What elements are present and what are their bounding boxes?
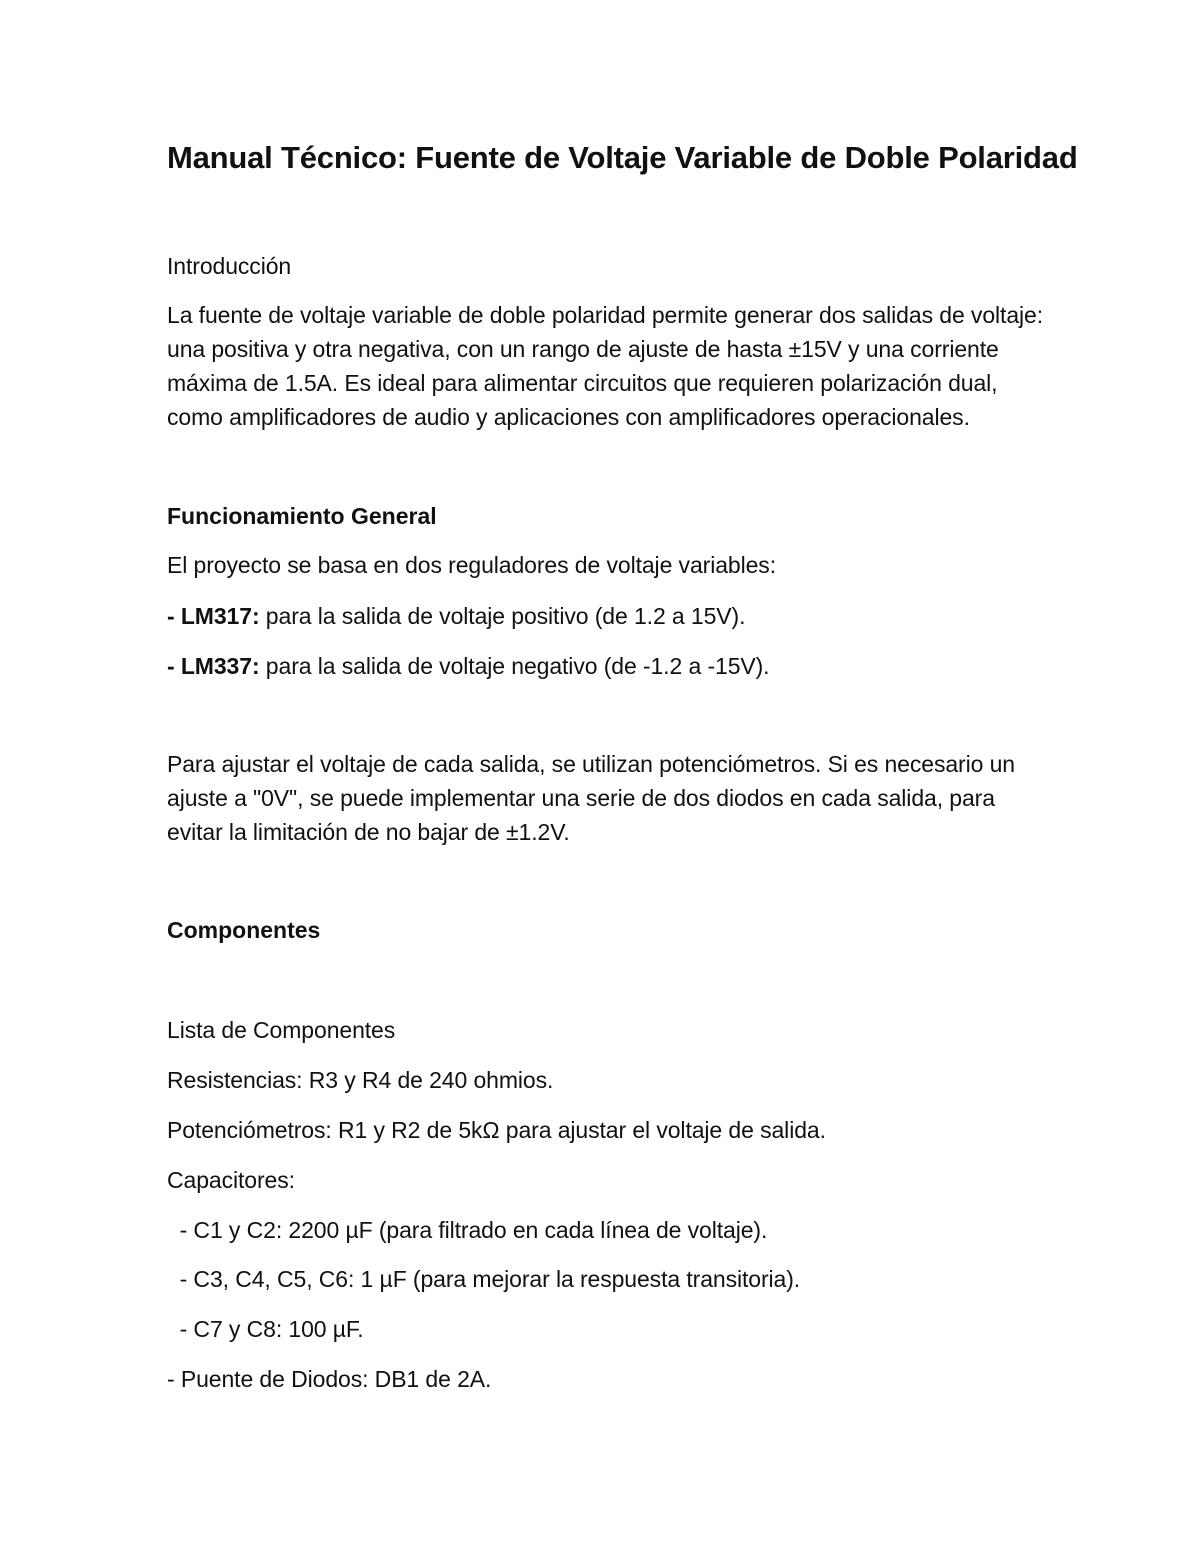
- intro-paragraph: [167, 298, 1047, 434]
- resistors-item: Resistencias: R3 y R4 de 240 ohmios.: [167, 1067, 554, 1093]
- capacitor-item: - C3, C4, C5, C6: 1 µF (para mejorar la respuesta transitoria).: [167, 1266, 801, 1292]
- adjust-line: Para ajustar el voltaje de cada salida, se utilizan potenciómetros. Si es necesario un: [167, 751, 1015, 777]
- potentiometers-item: Potenciómetros: R1 y R2 de 5kΩ para ajustar el voltaje de salida.: [167, 1117, 826, 1143]
- adjust-line: evitar la limitación de no bajar de ±1.2V.: [167, 819, 570, 845]
- regulator-desc: para la salida de voltaje negativo (de -1.2 a -15V).: [259, 653, 770, 679]
- capacitor-item: - C1 y C2: 2200 µF (para filtrado en cada línea de voltaje).: [167, 1217, 768, 1243]
- general-text: El proyecto se basa en dos reguladores de voltaje variables:: [167, 552, 776, 578]
- regulator-prefix: -: [167, 653, 181, 679]
- document-title: Manual Técnico: Fuente de Voltaje Variable de Doble Polaridad: [167, 140, 1078, 175]
- capacitors-label: Capacitores:: [167, 1167, 295, 1193]
- intro-heading: Introducción: [167, 253, 292, 279]
- regulator-desc: para la salida de voltaje positivo (de 1.2 a 15V).: [259, 603, 746, 629]
- intro-line: La fuente de voltaje variable de doble polaridad permite generar dos salidas de voltaje:: [167, 302, 1044, 328]
- intro-line: una positiva y otra negativa, con un rango de ajuste de hasta ±15V y una corriente: [167, 336, 999, 362]
- regulator-name: LM337:: [180, 653, 260, 679]
- intro-line: máxima de 1.5A. Es ideal para alimentar circuitos que requieren polarización dual,: [167, 370, 998, 396]
- regulator-item-lm317: [167, 599, 745, 633]
- intro-line: como amplificadores de audio y aplicaciones con amplificadores operacionales.: [167, 404, 970, 430]
- adjust-line: ajuste a "0V", se puede implementar una serie de dos diodos en cada salida, para: [167, 785, 995, 811]
- regulator-item-lm337: [167, 649, 769, 683]
- components-list-title: Lista de Componentes: [167, 1017, 396, 1043]
- components-heading: Componentes: [167, 917, 321, 943]
- diode-bridge-item: - Puente de Diodos: DB1 de 2A.: [167, 1366, 492, 1392]
- general-heading: Funcionamiento General: [167, 503, 437, 529]
- adjust-paragraph: [167, 747, 1047, 849]
- regulator-name: LM317:: [180, 603, 260, 629]
- regulator-prefix: -: [167, 603, 181, 629]
- capacitor-item: - C7 y C8: 100 µF.: [167, 1316, 364, 1342]
